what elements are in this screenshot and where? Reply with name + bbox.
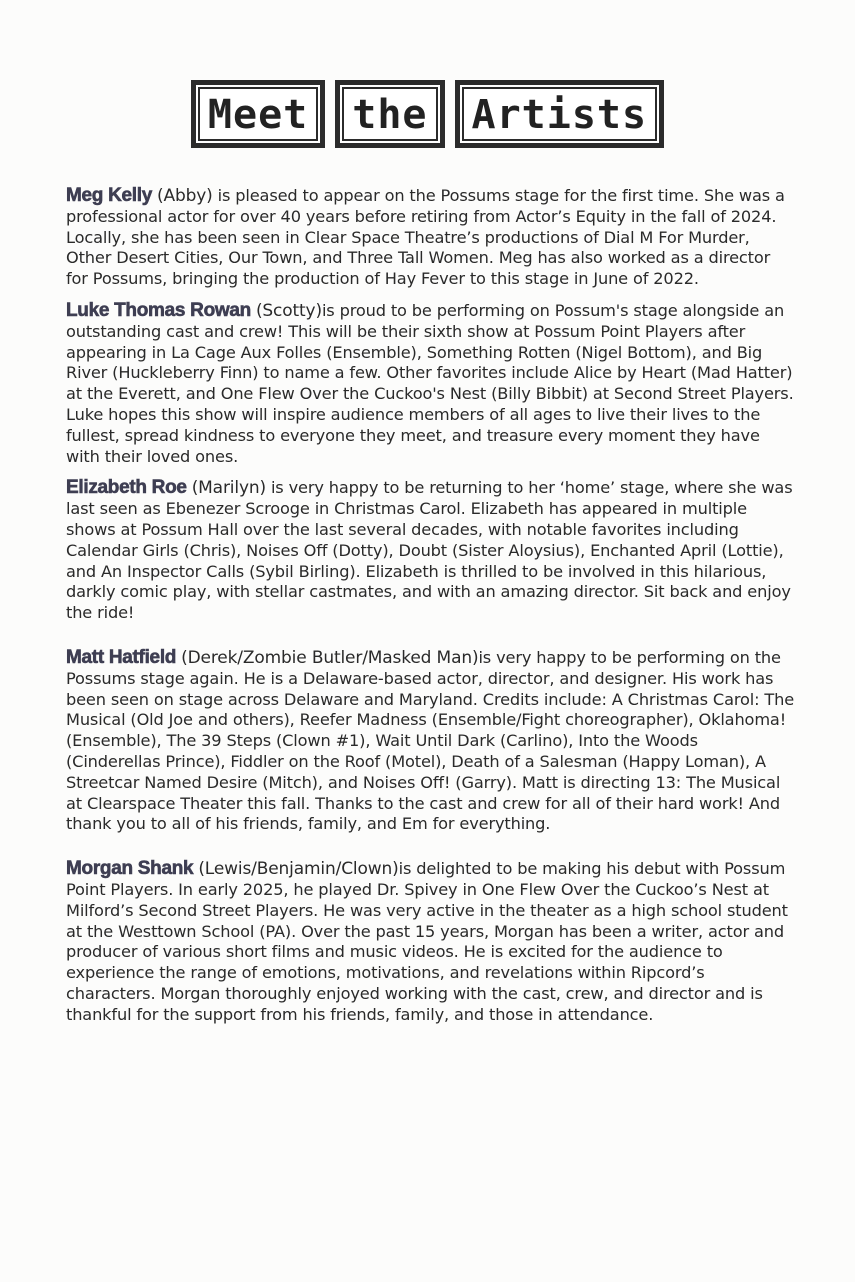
title-word: the: [342, 87, 437, 141]
title-box-artists: [455, 80, 665, 148]
bio-text: is very happy to be returning to her ‘home’ stage, where she was last seen as Ebenezer Scrooge in Christmas Carol. Elizabeth has appeared in multiple shows at Possum Hall over the last several decades, with notable favorites including Calendar Girls (Chris), Noises Off (Dotty), Doubt (Sister Aloysius), Enchanted April (Lottie), and An Inspector Calls (Sybil Birling). Elizabeth is thrilled to be involved in this hilarious, darkly comic play, with stellar castmates, and with an amazing director. Sit back and enjoy the ride!: [66, 478, 793, 623]
artist-role: (Derek/Zombie Butler/Masked Man): [181, 647, 479, 668]
artist-bio: [66, 859, 796, 1025]
bio-text: is very happy to be performing on the Possums stage again. He is a Delaware-based actor, director, and designer. His work has been seen on stage across Delaware and Maryland. Credits include: A Christmas Carol: The Musical (Old Joe and others), Reefer Madness (Ensemble/Fight choreographer), Oklahoma! (Ensemble), The 39 Steps (Clown #1), Wait Until Dark (Carlino), Into the Woods (Cinderellas Prince), Fiddler on the Roof (Motel), Death of a Salesman (Happy Loman), A Streetcar Named Desire (Mitch), and Noises Off! (Garry). Matt is directing 13: The Musical at Clearspace Theater this fall. Thanks to the cast and crew for all of their hard work! And thank you to all of his friends, family, and Em for everything.: [66, 647, 795, 834]
artist-name: Morgan Shank: [66, 858, 194, 880]
artist-bio: [66, 186, 796, 290]
artist-role: (Lewis/Benjamin/Clown): [198, 859, 399, 880]
title-word: Meet: [198, 87, 318, 141]
artist-role: (Scotty): [255, 300, 322, 321]
artist-name: Matt Hatfield: [66, 646, 177, 668]
artist-bio: [66, 301, 796, 467]
bio-text: is proud to be performing on Possum's stage alongside an outstanding cast and crew! This will be their sixth show at Possum Point Players after appearing in La Cage Aux Folles (Ensemble), Something Rotten (Nigel Bottom), and Big River (Huckleberry Finn) to name a few. Other favorites include Alice by Heart (Mad Hatter) at the Everett, and One Flew Over the Cuckoo's Nest (Billy Bibbit) at Second Street Players. Luke hopes this show will inspire audience members of all ages to live their lives to the fullest, spread kindness to everyone they meet, and treasure every moment they have with their loved ones.: [66, 300, 794, 466]
artist-role: (Marilyn): [191, 478, 266, 499]
artist-role: (Abby): [157, 186, 213, 206]
page-title: [0, 80, 855, 148]
artist-bio: [66, 648, 796, 835]
bio-text: is delighted to be making his debut with Possum Point Players. In early 2025, he played Dr. Spivey in One Flew Over the Cuckoo’s Nest at Milford’s Second Street Players. He was very active in the theater as a high school student at the Westtown School (PA). Over the past 15 years, Morgan has been a writer, actor and producer of various short films and music videos. He is excited for the audience to experience the range of emotions, motivations, and revelations within Ripcord’s characters. Morgan thoroughly enjoyed working with the cast, crew, and director and is thankful for the support from his friends, family, and those in attendance.: [66, 859, 788, 1024]
artist-bios: [66, 186, 796, 1036]
artist-name: Luke Thomas Rowan: [66, 299, 251, 321]
title-word: Artists: [462, 87, 658, 141]
artist-bio: [66, 478, 796, 624]
artist-name: Meg Kelly: [66, 185, 152, 206]
bio-text: is pleased to appear on the Possums stage for the first time. She was a professional actor for over 40 years before retiring from Actor’s Equity in the fall of 2024. Locally, she has been seen in Clear Space Theatre’s productions of Dial M For Murder, Other Desert Cities, Our Town, and Three Tall Women. Meg has also worked as a director for Possums, bringing the production of Hay Fever to this stage in June of 2022.: [66, 186, 785, 289]
title-box-the: [335, 80, 444, 148]
title-box-meet: [191, 80, 325, 148]
artist-name: Elizabeth Roe: [66, 477, 187, 499]
